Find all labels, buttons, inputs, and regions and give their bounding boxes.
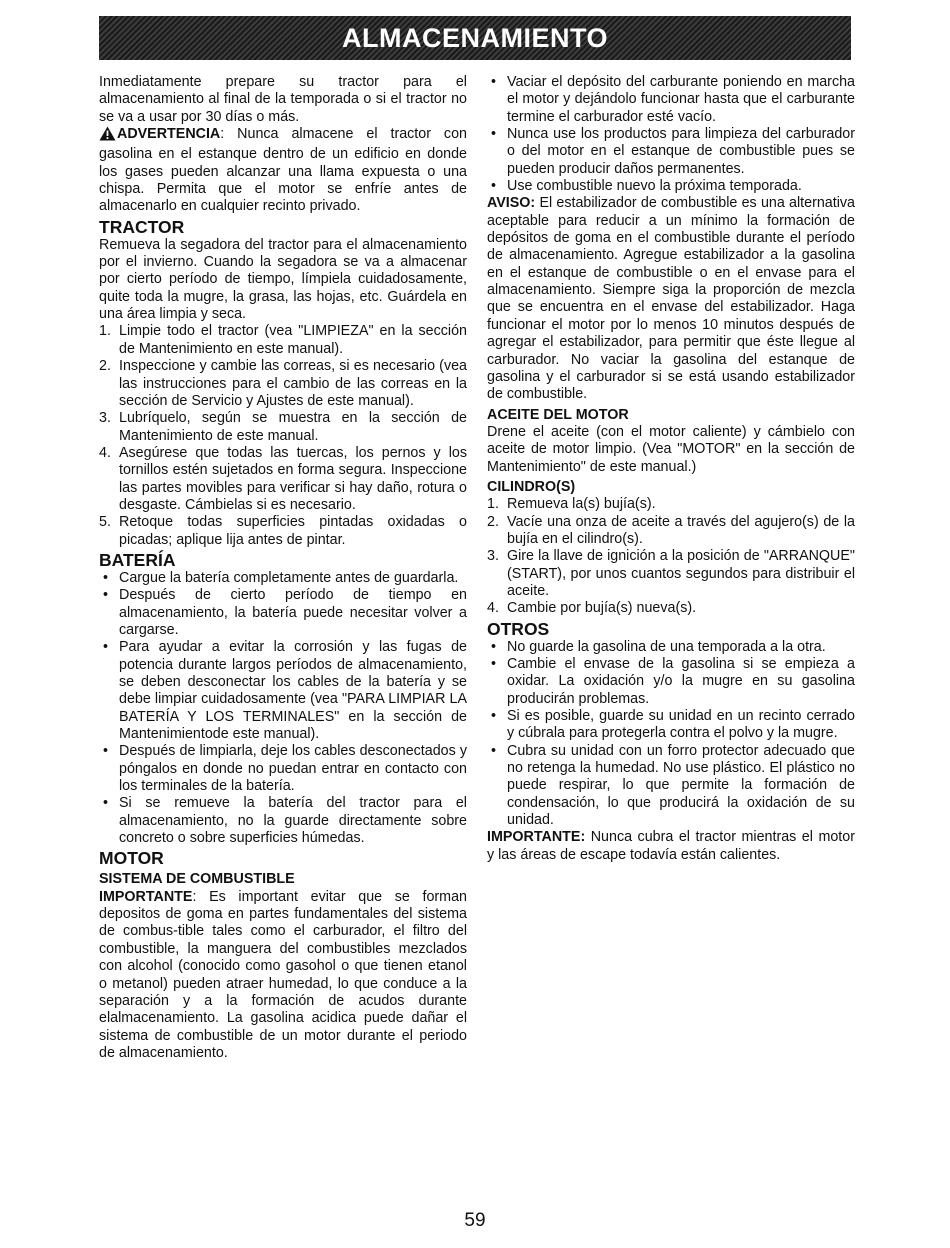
bullet-icon: • [491, 742, 497, 759]
list-item [487, 74, 855, 126]
list-item [99, 743, 467, 795]
list-item [99, 514, 467, 549]
page-number: 59 [464, 1210, 486, 1231]
item-text: Para ayudar a evitar la corrosión y las fugas de potencia durante largos períodos de almacenamiento, se deben desconectar los cables de la batería y se debe limpiar cuidadosamente (vea "PARA LIMPIAR LA BATERÍA Y LOS TERMINALES" en la sección de Mantenimientode este manual). [119, 639, 467, 743]
aviso-text: El estabilizador de combustible es una alternativa aceptable para reducir a un mínimo la formación de depósitos de goma en el combustible durante el período de almacenamiento. Agregue estabilizador a la gasolina en el estanque de combustible o en el envase para el almacenamiento. Siempre siga la proporción de mezcla que se encuentra en el envase del estabilizador. Haga funcionar el motor por lo menos 10 minutos después de agregar el estabilizador, para permitir que éste llegue al carburador. No vaciar la gasolina del estanque de gasolina y el carburador si se está usando estabilizador de combustible. [487, 195, 855, 403]
list-item [99, 445, 467, 514]
bullet-icon: • [103, 639, 109, 656]
item-text: Si se remueve la batería del tractor para el almacenamiento, no la guarde directamente sobre concreto o sobre superficies húmedas. [119, 795, 467, 847]
step-text: Cambie por bujía(s) nueva(s). [507, 600, 697, 617]
cilindros-steps [487, 496, 855, 617]
otros-important-paragraph [487, 829, 855, 864]
left-column [99, 74, 467, 1062]
bullet-icon: • [103, 795, 109, 812]
list-item [99, 795, 467, 847]
item-text: Después de limpiarla, deje los cables desconectados y póngalos en donde no puedan entrar en contacto con los terminales de la batería. [119, 743, 467, 795]
aceite-heading: ACEITE DEL MOTOR [487, 406, 629, 423]
tractor-paragraph: Remueva la segadora del tractor para el almacenamiento por el invierno. Cuando la segadora se va a almacenar por cierto período de tiempo, límpiela cuidadosamente, quite toda la mugre, la grasa, las hojas, etc. Guárdela en una área limpia y seca. [99, 236, 467, 323]
warning-label: ADVERTENCIA [117, 126, 221, 143]
right-column [487, 74, 855, 864]
intro-paragraph: Inmediatamente prepare su tractor para el almacenamiento al final de la temporada o si el tractor no se va a usar por 30 días o más. [99, 74, 467, 125]
step-number: 3. [487, 548, 499, 565]
list-item [487, 126, 855, 178]
list-item [99, 358, 467, 410]
list-item [99, 570, 467, 587]
important-text: : Es important evitar que se forman depositos de goma en partes fundamentales del sistema de combus-tible tales como el carburador, el filtro del combustible, la manguera del combustibles mezclados con alcohol (conocido como gasohol o que tienen etanol o metanol) pueden atraer humedad, lo que conduce a la separación y a la formación de acudos durante elalmacenamiento. La gasolina acidica puede dañar el sistema de combustible de un motor durante el periodo de almacenamiento. [99, 888, 467, 1061]
bateria-list [99, 570, 467, 848]
bullet-icon: • [103, 569, 109, 586]
list-item [99, 410, 467, 445]
step-text: Asegúrese que todas las tuercas, los pernos y los tornillos estén sujetados en forma segura. Inspeccione las partes movibles para verificar si hay daño, rotura o desgaste. Cámbielas si es necesario. [119, 444, 467, 513]
list-item [487, 656, 855, 708]
item-text: Vaciar el depósito del carburante poniendo en marcha el motor y dejándolo funcionar hasta que el carburante termine el carburador esté vacío. [507, 74, 855, 125]
item-text: No guarde la gasolina de una temporada a la otra. [507, 638, 826, 655]
step-text: Limpie todo el tractor (vea "LIMPIEZA" en la sección de Mantenimiento en este manual). [119, 323, 467, 357]
step-number: 2. [99, 358, 111, 375]
step-text: Remueva la(s) bujía(s). [507, 496, 656, 513]
cilindros-heading: CILINDRO(S) [487, 478, 576, 495]
section-banner [99, 16, 851, 60]
aceite-paragraph: Drene el aceite (con el motor caliente) y cámbielo con aceite de motor limpio. (Vea "MOTOR" en la sección de Mantenimiento" de este manual.) [487, 423, 855, 475]
list-item [487, 708, 855, 743]
bullet-icon: • [491, 708, 497, 725]
step-text: Inspeccione y cambie las correas, si es necesario (vea las instrucciones para el cambio de las correas en la sección de Servicio y Ajustes de este manual). [119, 358, 467, 409]
item-text: Si es posible, guarde su unidad en un recinto cerrado y cúbrala para protegerla contra el polvo y la mugre. [507, 708, 855, 742]
important-text: Nunca cubra el tractor mientras el motor y las áreas de escape todavía están calientes. [487, 829, 855, 863]
item-text: Nunca use los productos para limpieza del carburador o del motor en el estanque de combustible pues se pueden producir daños permanentes. [507, 126, 855, 177]
list-item [487, 548, 855, 600]
important-label: IMPORTANTE [99, 888, 193, 905]
list-item [487, 496, 855, 513]
motor-important-paragraph [99, 889, 467, 1062]
page-title: ALMACENAMIENTO [342, 22, 608, 53]
bullet-icon: • [103, 587, 109, 604]
step-number: 4. [99, 444, 111, 461]
step-text: Retoque todas superficies pintadas oxidadas o picadas; aplique lija antes de pintar. [119, 514, 467, 548]
step-text: Gire la llave de ignición a la posición de "ARRANQUE" (START), por unos cuantos segundos para distribuir el aceite. [507, 548, 855, 599]
aviso-paragraph [487, 195, 855, 403]
motor-heading: MOTOR [99, 848, 164, 869]
bullet-icon: • [491, 178, 497, 195]
step-text: Vacíe una onza de aceite a través del agujero(s) de la bujía en el cilindro(s). [507, 513, 855, 547]
bateria-heading: BATERÍA [99, 549, 176, 570]
bullet-icon: • [491, 126, 497, 143]
list-item [487, 514, 855, 549]
item-text: Cargue la batería completamente antes de guardarla. [119, 569, 459, 586]
otros-list [487, 639, 855, 830]
item-text: Use combustible nuevo la próxima temporada. [507, 178, 802, 195]
list-item [487, 743, 855, 830]
list-item [99, 323, 467, 358]
list-item [99, 587, 467, 639]
aviso-label: AVISO: [487, 195, 536, 212]
step-text: Lubríquelo, según se muestra en la sección de Mantenimiento de este manual. [119, 410, 467, 444]
warning-triangle-icon [99, 126, 116, 146]
important-label: IMPORTANTE: [487, 829, 586, 846]
item-text: Después de cierto período de tiempo en almacenamiento, la batería puede necesitar volver a cargarse. [119, 587, 467, 638]
tractor-heading: TRACTOR [99, 216, 185, 237]
step-number: 2. [487, 513, 499, 530]
list-item [487, 178, 855, 195]
list-item [99, 639, 467, 743]
bullet-icon: • [103, 743, 109, 760]
list-item [487, 639, 855, 656]
tractor-steps [99, 323, 467, 548]
item-text: Cambie el envase de la gasolina si se empieza a oxidar. La oxidación y/o la mugre en su gasolina producirán problemas. [507, 656, 855, 707]
step-number: 3. [99, 410, 111, 427]
warning-paragraph [99, 126, 467, 216]
bullet-icon: • [491, 638, 497, 655]
step-number: 5. [99, 514, 111, 531]
list-item [487, 600, 855, 617]
warning-text: : Nunca almacene el tractor con gasolina en el estanque dentro de un edificio en donde los gases pueden alcanzar una llama expuesta o una chispa. Permita que el motor se enfríe antes de almacenarlo en cualquier recinto privado. [99, 126, 467, 215]
otros-heading: OTROS [487, 618, 550, 639]
bullet-icon: • [491, 74, 497, 90]
fuel-system-subheading: SISTEMA DE COMBUSTIBLE [99, 871, 295, 888]
bullet-icon: • [491, 656, 497, 672]
step-number: 1. [487, 496, 499, 513]
step-number: 1. [99, 323, 111, 340]
fuel-list [487, 74, 855, 195]
item-text: Cubra su unidad con un forro protector adecuado que no retenga la humedad. No use plástico. El plástico no puede respirar, lo que permite la formación de condensación, lo que producirá la oxidación de su unidad. [507, 742, 855, 829]
step-number: 4. [487, 600, 499, 617]
